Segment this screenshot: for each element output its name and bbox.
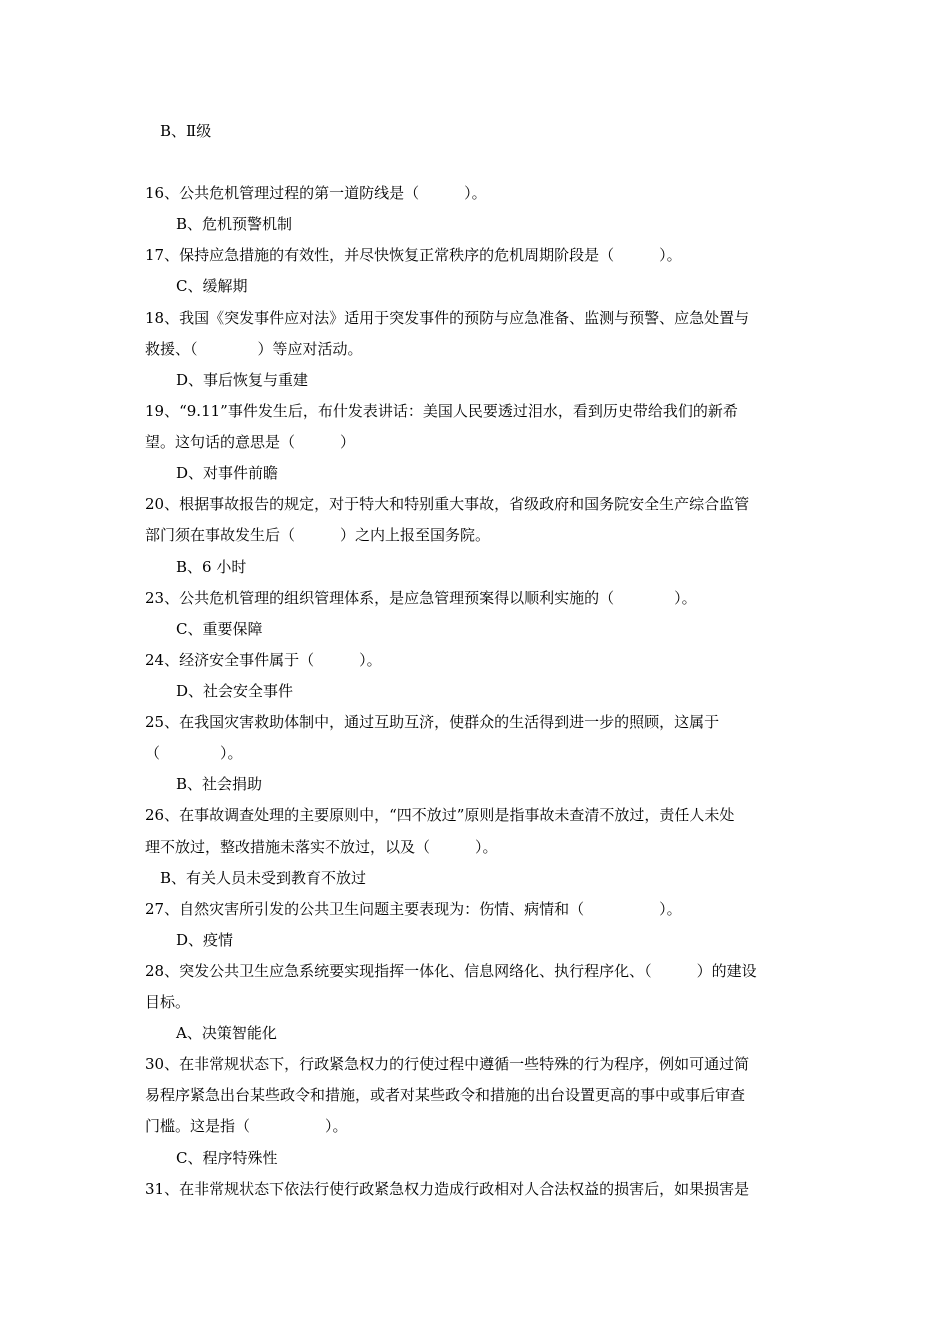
answer-line: D、社会安全事件 (176, 682, 294, 700)
question-line: 28、突发公共卫生应急系统要实现指挥一体化、信息网络化、执行程序化、（ ）的建设 (145, 962, 757, 980)
question-line: 25、在我国灾害救助体制中，通过互助互济，使群众的生活得到进一步的照顾，这属于 (145, 713, 720, 731)
answer-line: D、对事件前瞻 (176, 464, 279, 482)
question-line: 30、在非常规状态下，行政紧急权力的行使过程中遵循一些特殊的行为程序，例如可通过简 (145, 1055, 750, 1073)
answer-line: B、危机预警机制 (176, 215, 293, 233)
question-line: 20、根据事故报告的规定，对于特大和特别重大事故，省级政府和国务院安全生产综合监管 (145, 495, 750, 513)
question-line: 16、公共危机管理过程的第一道防线是（ ）。 (145, 184, 487, 202)
question-line: 17、保持应急措施的有效性，并尽快恢复正常秩序的危机周期阶段是（ ）。 (145, 246, 682, 264)
question-line: 目标。 (145, 993, 191, 1011)
question-line: 部门须在事故发生后（ ）之内上报至国务院。 (145, 526, 491, 544)
answer-line: C、程序特殊性 (176, 1149, 278, 1167)
answer-line: B、社会捐助 (176, 775, 263, 793)
answer-line: B、6 小时 (176, 558, 247, 576)
question-line: （ ）。 (145, 744, 243, 762)
answer-line: D、疫情 (176, 931, 234, 949)
question-line: 31、在非常规状态下依法行使行政紧急权力造成行政相对人合法权益的损害后，如果损害是 (145, 1180, 750, 1198)
answer-line: D、事后恢复与重建 (176, 371, 309, 389)
answer-line: B、Ⅱ级 (160, 122, 212, 140)
answer-line: B、有关人员未受到教育不放过 (160, 869, 367, 887)
answer-line: C、缓解期 (176, 277, 248, 295)
question-line: 23、公共危机管理的组织管理体系，是应急管理预案得以顺利实施的（ ）。 (145, 589, 697, 607)
question-line: 24、经济安全事件属于（ ）。 (145, 651, 382, 669)
question-line: 26、在事故调查处理的主要原则中，“四不放过”原则是指事故未查清不放过，责任人未处 (145, 806, 735, 824)
answer-line: A、决策智能化 (176, 1024, 277, 1042)
question-line: 易程序紧急出台某些政令和措施，或者对某些政令和措施的出台设置更高的事中或事后审查 (145, 1086, 746, 1104)
question-line: 19、“9.11”事件发生后，布什发表讲话：美国人民要透过泪水，看到历史带给我们的新希 (145, 402, 738, 420)
question-line: 理不放过，整改措施未落实不放过，以及（ ）。 (145, 838, 498, 856)
question-line: 救援、（ ）等应对活动。 (145, 340, 363, 358)
question-line: 望。这句话的意思是（ ） (145, 433, 356, 451)
question-line: 27、自然灾害所引发的公共卫生问题主要表现为：伤情、病情和（ ）。 (145, 900, 682, 918)
question-line: 18、我国《突发事件应对法》适用于突发事件的预防与应急准备、监测与预警、应急处置与 (145, 309, 750, 327)
answer-line: C、重要保障 (176, 620, 263, 638)
question-line: 门槛。这是指（ ）。 (145, 1117, 348, 1135)
